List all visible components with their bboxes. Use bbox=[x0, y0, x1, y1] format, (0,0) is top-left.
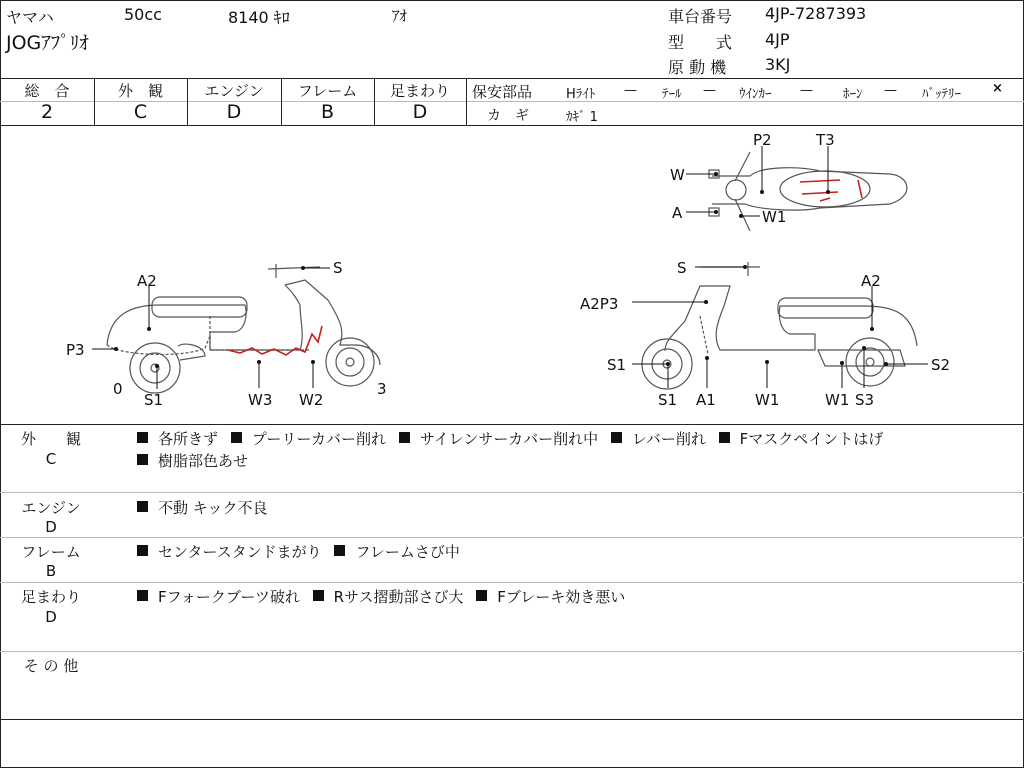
remark-grade-exterior: C bbox=[45, 450, 57, 468]
score-label-engine: エンジン bbox=[204, 82, 264, 100]
score-label-total: 総 合 bbox=[24, 82, 70, 100]
bullet-icon bbox=[137, 501, 148, 512]
divider bbox=[0, 424, 1024, 425]
bullet-icon bbox=[137, 545, 148, 556]
label-s3-right: S3 bbox=[855, 391, 875, 409]
mileage: 8140 ｷﾛ bbox=[228, 8, 290, 27]
label-p2-top: P2 bbox=[753, 131, 772, 149]
scooter-diagram bbox=[0, 126, 1024, 424]
remark-grade-frame: B bbox=[45, 562, 57, 580]
score-value-suspension: D bbox=[412, 101, 428, 123]
bullet-icon bbox=[399, 432, 410, 443]
marker-points bbox=[114, 172, 888, 368]
score-value-exterior: C bbox=[133, 101, 148, 123]
safety-battery: ﾊﾞｯﾃﾘｰ bbox=[922, 87, 961, 102]
safety-parts-label: 保安部品 bbox=[472, 83, 533, 101]
score-label-frame: フレーム bbox=[297, 82, 358, 100]
label-w1-right: W1 bbox=[755, 391, 780, 409]
label-s-left: S bbox=[333, 259, 343, 277]
label-w1b-right: W1 bbox=[825, 391, 850, 409]
label-a2-left: A2 bbox=[137, 272, 157, 290]
remark-line: 不動 キック不良 bbox=[137, 497, 267, 518]
remark-category-engine: エンジン bbox=[21, 499, 81, 517]
remark-category-exterior: 外 観 bbox=[20, 430, 81, 448]
divider bbox=[0, 719, 1024, 720]
displacement: 50cc bbox=[124, 5, 162, 24]
safety-winker-mark: — bbox=[800, 83, 813, 98]
label-a2-right: A2 bbox=[861, 272, 881, 290]
frame-no: 4JP-7287393 bbox=[765, 4, 867, 23]
label-s1-right: S1 bbox=[607, 356, 627, 374]
remark-line: 各所きず プーリーカバー削れ サイレンサーカバー削れ中 レバー削れ Fマスクペイントはげ bbox=[137, 428, 883, 449]
bullet-icon bbox=[476, 590, 487, 601]
divider bbox=[0, 651, 1024, 652]
bullet-icon bbox=[611, 432, 622, 443]
frame-no-label: 車台番号 bbox=[668, 7, 733, 26]
divider bbox=[0, 78, 1024, 79]
model-name: JOGｱﾌﾟﾘｵ bbox=[6, 32, 89, 54]
bullet-icon bbox=[231, 432, 242, 443]
score-label-exterior: 外 観 bbox=[117, 82, 163, 100]
bullet-icon bbox=[137, 454, 148, 465]
divider bbox=[0, 537, 1024, 538]
label-three: 3 bbox=[377, 380, 387, 398]
label-s1-left: S1 bbox=[144, 391, 164, 409]
safety-headlight-mark: — bbox=[624, 83, 637, 98]
label-s1b-right: S1 bbox=[658, 391, 678, 409]
safety-tail-mark: — bbox=[703, 83, 716, 98]
type-value: 4JP bbox=[765, 30, 790, 49]
label-w3-left: W3 bbox=[248, 391, 273, 409]
label-a-top: A bbox=[672, 204, 683, 222]
bullet-icon bbox=[334, 545, 345, 556]
type-label: 型 式 bbox=[668, 33, 733, 52]
key-label: カ ギ bbox=[487, 108, 529, 124]
divider bbox=[466, 78, 467, 125]
label-t3-top: T3 bbox=[816, 131, 835, 149]
label-a2p3-right: A2P3 bbox=[580, 295, 619, 313]
score-value-total: 2 bbox=[40, 101, 54, 123]
label-s-right: S bbox=[677, 259, 687, 277]
safety-tail: ﾃｰﾙ bbox=[662, 87, 682, 102]
top-scooter bbox=[709, 152, 907, 231]
label-w-top: W bbox=[670, 166, 685, 184]
safety-battery-mark: × bbox=[992, 81, 1003, 96]
safety-winker: ｳｲﾝｶｰ bbox=[739, 87, 772, 102]
remark-grade-engine: D bbox=[45, 518, 57, 536]
bullet-icon bbox=[137, 590, 148, 601]
remark-category-suspension: 足まわり bbox=[20, 588, 81, 606]
engine-label: 原 動 機 bbox=[668, 58, 727, 77]
remark-line: Fフォークブーツ破れ Rサス摺動部さび大 Fブレーキ効き悪い bbox=[137, 586, 625, 607]
remark-grade-suspension: D bbox=[45, 608, 57, 626]
score-label-suspension: 足まわり bbox=[389, 82, 450, 100]
bullet-icon bbox=[719, 432, 730, 443]
remark-line: センタースタンドまがり フレームさび中 bbox=[137, 541, 460, 562]
score-value-engine: D bbox=[226, 101, 242, 123]
divider bbox=[0, 492, 1024, 493]
remark-category-frame: フレーム bbox=[21, 543, 81, 561]
safety-headlight: Hﾗｲﾄ bbox=[566, 87, 596, 102]
color: ｱｵ bbox=[392, 7, 408, 25]
divider bbox=[0, 582, 1024, 583]
label-a1-right: A1 bbox=[696, 391, 716, 409]
key-value: ｶｷﾞ 1 bbox=[566, 110, 598, 125]
other-label: そ の 他 bbox=[23, 657, 79, 675]
label-zero: 0 bbox=[113, 380, 123, 398]
label-w1-top: W1 bbox=[762, 208, 787, 226]
label-s2-right: S2 bbox=[931, 356, 951, 374]
remark-line: 樹脂部色あせ bbox=[137, 450, 248, 471]
label-w2-left: W2 bbox=[299, 391, 324, 409]
maker: ヤマハ bbox=[6, 8, 54, 27]
score-value-frame: B bbox=[320, 101, 335, 123]
bullet-icon bbox=[137, 432, 148, 443]
engine-value: 3KJ bbox=[765, 55, 791, 74]
label-p3-left: P3 bbox=[66, 341, 85, 359]
safety-horn: ﾎｰﾝ bbox=[843, 87, 863, 102]
safety-horn-mark: — bbox=[884, 83, 897, 98]
bullet-icon bbox=[313, 590, 324, 601]
